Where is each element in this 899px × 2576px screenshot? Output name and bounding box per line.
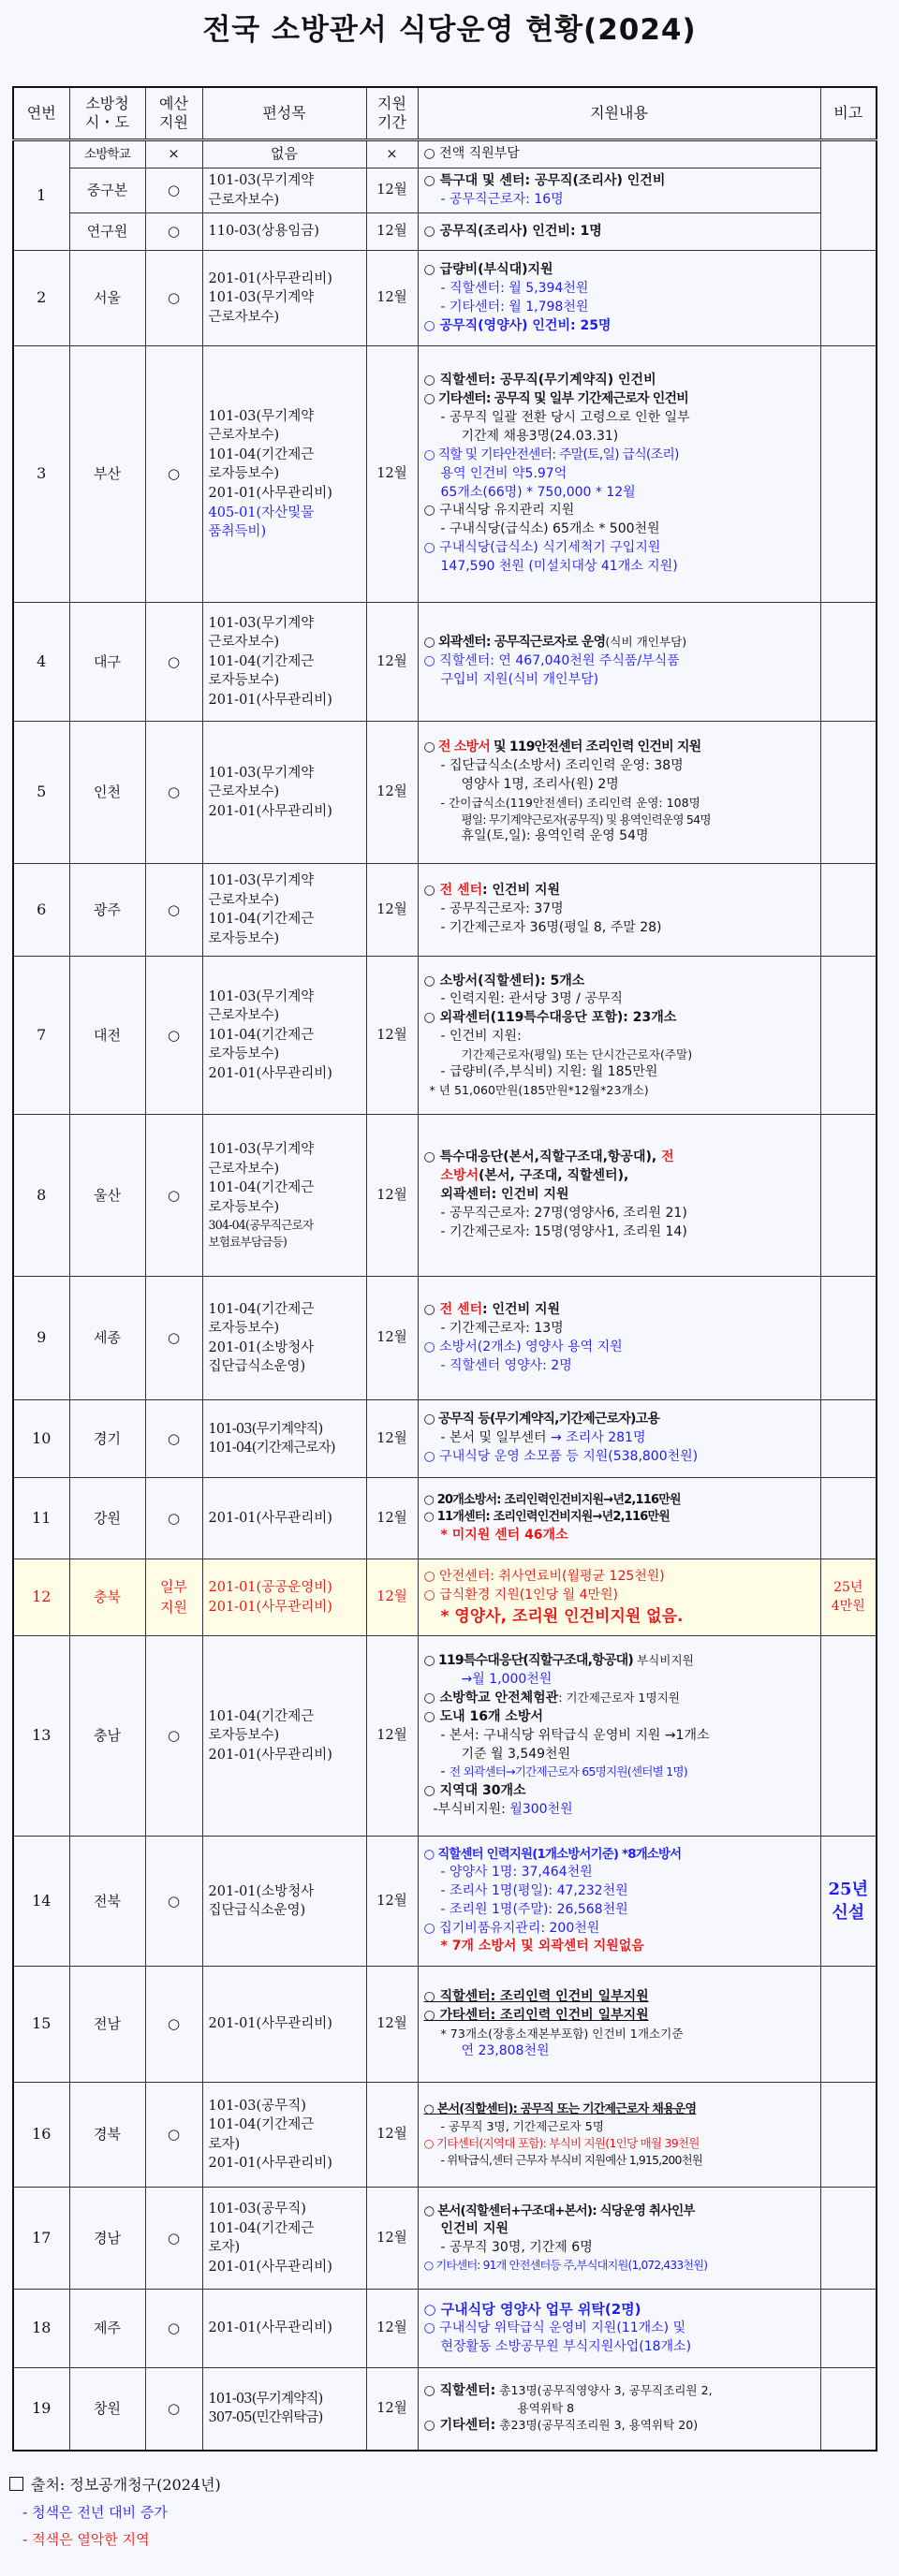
source-note: 출처: 정보공개청구(2024년) — [9, 2471, 221, 2499]
row-budget: 일부 지원 — [145, 1559, 202, 1636]
row-budget: ○ — [145, 2290, 202, 2368]
row-budget: ○ — [145, 346, 202, 603]
row-content: ○ 직할센터: 총13명(공무직영양사 3, 공무직조리원 2, 용역위탁 8 ○ 기타센터: 총23명(공무직조리원 3, 용역위탁 20) — [418, 2368, 820, 2451]
row-note — [820, 251, 877, 346]
row-region: 부산 — [69, 346, 145, 603]
row-budget: ○ — [145, 1837, 202, 1967]
row-budget: ○ — [145, 1400, 202, 1478]
row-region: 경북 — [69, 2083, 145, 2188]
row-region: 서울 — [69, 251, 145, 346]
row-period: 12월 — [366, 1636, 418, 1837]
row-no: 6 — [13, 864, 69, 957]
row-no: 11 — [13, 1478, 69, 1559]
row-content: ○ 특구대 및 센터: 공무직(조리사) 인건비 - 공무직근로자: 16명 — [418, 168, 820, 213]
row-note — [820, 722, 877, 864]
row-period: 12월 — [366, 603, 418, 722]
table-row-highlighted — [13, 1559, 877, 1636]
table-row — [13, 213, 877, 251]
row-region: 전남 — [69, 1967, 145, 2083]
row-content: ○ 급량비(부식대)지원 - 직할센터: 월 5,394천원 - 기타센터: 월 1,798천원 ○ 공무직(영양사) 인건비: 25명 — [418, 251, 820, 346]
row-note — [820, 864, 877, 957]
row-no: 5 — [13, 722, 69, 864]
header-budget: 예산 지원 — [145, 87, 202, 140]
row-budget: ○ — [145, 2083, 202, 2188]
row-period: × — [366, 140, 418, 168]
row-no: 14 — [13, 1837, 69, 1967]
row-period: 12월 — [366, 346, 418, 603]
row-account: 101-03(무기계약직) 307-05(민간위탁금) — [202, 2368, 366, 2451]
row-no: 9 — [13, 1277, 69, 1400]
row-period: 12월 — [366, 1400, 418, 1478]
row-no: 12 — [13, 1559, 69, 1636]
row-no: 4 — [13, 603, 69, 722]
row-period: 12월 — [366, 1277, 418, 1400]
row-region: 대구 — [69, 603, 145, 722]
row-no: 18 — [13, 2290, 69, 2368]
table-row — [13, 1967, 877, 2083]
row-no: 8 — [13, 1115, 69, 1277]
row-account: 101-03(무기계약 근로자보수) 101-04(기간제근 로자등보수) — [202, 864, 366, 957]
row-period: 12월 — [366, 1559, 418, 1636]
header-content: 지원내용 — [418, 87, 820, 140]
row-content: ○ 전액 직원부담 — [418, 140, 820, 168]
fire-station-cafeteria-table — [12, 86, 877, 2452]
row-region: 경기 — [69, 1400, 145, 1478]
table-row — [13, 864, 877, 957]
row-no: 17 — [13, 2188, 69, 2290]
row-region: 전북 — [69, 1837, 145, 1967]
row-region: 세종 — [69, 1277, 145, 1400]
table-row — [13, 2083, 877, 2188]
row-content: ○ 소방서(직할센터): 5개소 - 인력지원: 관서당 3명 / 공무직 ○ 외곽센터(119특수대응단 포함): 23개소 - 인건비 지원: 기간제근로자(평일) 또는 단시간근로자(주말) - 급량비(주,부식비) 지원: 월 185만원 * 년 51,060만원(185만원*12월*23개소) — [418, 957, 820, 1115]
row-note — [820, 957, 877, 1115]
row-content: ○ 20개소방서: 조리인력인건비지원→년2,116만원 ○ 11개센터: 조리인력인건비지원→년2,116만원 * 미지원 센터 46개소 — [418, 1478, 820, 1559]
row-no: 16 — [13, 2083, 69, 2188]
row-account: 101-03(무기계약 근로자보수) 201-01(사무관리비) — [202, 722, 366, 864]
table-header-row — [13, 87, 877, 140]
row-content: ○ 외곽센터: 공무직근로자로 운영(식비 개인부담) ○ 직할센터: 연 467,040천원 주식품/부식품 구입비 지원(식비 개인부담) — [418, 603, 820, 722]
header-note: 비고 — [820, 87, 877, 140]
row-account: 101-03(무기계약 근로자보수) 101-04(기간제근 로자등보수) 304-04(공무직근로자 보험료부담금등) — [202, 1115, 366, 1277]
row-account: 101-03(무기계약직) 101-04(기간제근로자) — [202, 1400, 366, 1478]
row-no: 1 — [13, 140, 69, 251]
table-row — [13, 1277, 877, 1400]
row-note — [820, 1636, 877, 1837]
header-period: 지원 기간 — [366, 87, 418, 140]
table-row — [13, 251, 877, 346]
page-title: 전국 소방관서 식당운영 현황(2024) — [202, 13, 697, 47]
row-content: ○ 공무직 등(무기계약직,기간제근로자)고용 - 본서 및 일부센터 → 조리사 281명 ○ 구내식당 운영 소모품 등 지원(538,800천원) — [418, 1400, 820, 1478]
row-note — [820, 1277, 877, 1400]
row-budget: ○ — [145, 1115, 202, 1277]
table-row — [13, 2368, 877, 2451]
table-row — [13, 722, 877, 864]
row-region: 소방학교 — [69, 140, 145, 168]
row-region: 강원 — [69, 1478, 145, 1559]
row-note — [820, 1967, 877, 2083]
row-period: 12월 — [366, 1837, 418, 1967]
row-account: 101-03(공무직) 101-04(기간제근 로자) 201-01(사무관리비) — [202, 2188, 366, 2290]
table-row — [13, 957, 877, 1115]
row-region: 충남 — [69, 1636, 145, 1837]
row-content: ○ 119특수대응단(직할구조대,항공대) 부식비지원 →월 1,000천원 ○ 소방학교 안전체험관: 기간제근로자 1명지원 ○ 도내 16개 소방서 - 본서: 구내식당 위탁급식 운영비 지원 →1개소 기준 월 3,549천원 - 전 외곽센터→기간제근로자 65명지원(센터별 1명) ○ 지역대 30개소 -부식비지원: 월300천원 — [418, 1636, 820, 1837]
row-budget: ○ — [145, 251, 202, 346]
row-account: 201-01(공공운영비) 201-01(사무관리비) — [202, 1559, 366, 1636]
row-account: 201-01(사무관리비) — [202, 2290, 366, 2368]
row-period: 12월 — [366, 864, 418, 957]
row-note — [820, 140, 877, 251]
row-content: ○ 공무직(조리사) 인건비: 1명 — [418, 213, 820, 251]
table-row — [13, 1400, 877, 1478]
row-period: 12월 — [366, 957, 418, 1115]
row-note — [820, 603, 877, 722]
row-content: ○ 본서(직할센터+구조대+본서): 식당운영 취사인부 인건비 지원 - 공무직 30명, 기간제 6명 ○ 기타센터: 91개 안전센터등 주,부식대지원(1,072,433천원) — [418, 2188, 820, 2290]
row-account: 201-01(사무관리비) — [202, 1478, 366, 1559]
row-content: ○ 직할센터 인력지원(1개소방서기준) *8개소방서 - 양양사 1명: 37,464천원 - 조리사 1명(평일): 47,232천원 - 조리원 1명(주말): 26,568천원 ○ 집기비품유지관리: 200천원 * 7개 소방서 및 외곽센터 지원없음 — [418, 1837, 820, 1967]
row-account: 110-03(상용임금) — [202, 213, 366, 251]
row-period: 12월 — [366, 213, 418, 251]
row-content: ○ 전 센터: 인건비 지원 - 공무직근로자: 37명 - 기간제근로자 36명(평일 8, 주말 28) — [418, 864, 820, 957]
checkbox-square-icon — [9, 2477, 23, 2491]
footer-notes — [9, 2471, 221, 2553]
row-no: 13 — [13, 1636, 69, 1837]
row-budget: ○ — [145, 1277, 202, 1400]
header-account: 편성목 — [202, 87, 366, 140]
row-no: 7 — [13, 957, 69, 1115]
row-no: 19 — [13, 2368, 69, 2451]
row-account: 201-01(사무관리비) — [202, 1967, 366, 2083]
row-period: 12월 — [366, 1478, 418, 1559]
row-period: 12월 — [366, 1967, 418, 2083]
row-account: 101-03(무기계약 근로자보수) 101-04(기간제근 로자등보수) 201-01(사무관리비) — [202, 957, 366, 1115]
legend-blue: - 청색은 전년 대비 증가 — [22, 2504, 168, 2522]
row-account: 101-03(무기계약 근로자보수) 101-04(기간제근 로자등보수) 201-01(사무관리비) 405-01(자산및물 품취득비) — [202, 346, 366, 603]
row-no: 3 — [13, 346, 69, 603]
row-region: 제주 — [69, 2290, 145, 2368]
row-account: 101-03(무기계약 근로자보수) — [202, 168, 366, 213]
row-budget: ○ — [145, 957, 202, 1115]
row-note — [820, 346, 877, 603]
table-row — [13, 1636, 877, 1837]
row-note: 25년 4만원 — [820, 1559, 877, 1636]
row-content: ○ 안전센터: 취사연료비(월평균 125천원) ○ 급식환경 지원(1인당 월 4만원) * 영양사, 조리원 인건비지원 없음. — [418, 1559, 820, 1636]
row-period: 12월 — [366, 2083, 418, 2188]
row-note: 25년 신설 — [820, 1837, 877, 1967]
row-budget: ○ — [145, 1967, 202, 2083]
row-account: 201-01(사무관리비) 101-03(무기계약 근로자보수) — [202, 251, 366, 346]
table-row — [13, 2188, 877, 2290]
row-note — [820, 1115, 877, 1277]
row-note — [820, 1400, 877, 1478]
row-budget: ○ — [145, 603, 202, 722]
row-no: 10 — [13, 1400, 69, 1478]
row-region: 울산 — [69, 1115, 145, 1277]
row-region: 중구본 — [69, 168, 145, 213]
row-content: ○ 직할센터: 공무직(무기계약직) 인건비 ○ 기타센터: 공무직 및 일부 기간제근로자 인건비 - 공무직 일괄 전환 당시 고령으로 인한 일부 기간제 채용3명(24.03.31) ○ 직할 및 기타안전센터: 주말(토,일) 급식(조리) 용역 인건비 약5.97억 65개소(66명) * 750,000 * 12월 ○ 구내식당 유지관리 지원 - 구내식당(급식소) 65개소 * 500천원 ○ 구내식당(급식소) 식기세척기 구입지원 147,590 천원 (미설치대상 41개소 지원) — [418, 346, 820, 603]
row-content: ○ 전 센터: 인건비 지원 - 기간제근로자: 13명 ○ 소방서(2개소) 영양사 용역 지원 - 직할센터 영양사: 2명 — [418, 1277, 820, 1400]
row-note — [820, 2188, 877, 2290]
table-row — [13, 140, 877, 168]
row-note — [820, 2083, 877, 2188]
row-region: 연구원 — [69, 213, 145, 251]
row-period: 12월 — [366, 2188, 418, 2290]
row-budget: ○ — [145, 722, 202, 864]
row-content: ○ 구내식당 영양사 업무 위탁(2명) ○ 구내식당 위탁급식 운영비 지원(11개소) 및 현장활동 소방공무원 부식지원사업(18개소) — [418, 2290, 820, 2368]
row-content: ○ 직할센터: 조리인력 인건비 일부지원 ○ 가타센터: 조리인력 인건비 일부지원 * 73개소(장흥소재본부포함) 인건비 1개소기준 연 23,808천원 — [418, 1967, 820, 2083]
row-region: 창원 — [69, 2368, 145, 2451]
row-note — [820, 2290, 877, 2368]
row-content: ○ 본서(직할센터): 공무직 또는 기간제근로자 채용운영 - 공무직 3명, 기간제근로자 5명 ○ 기타센터(지역대 포함): 부식비 지원(1인당 매월 39천원 - 위탁급식,센터 근무자 부식비 지원예산 1,915,200천원 — [418, 2083, 820, 2188]
table-row — [13, 1837, 877, 1967]
row-period: 12월 — [366, 168, 418, 213]
row-period: 12월 — [366, 1115, 418, 1277]
table-row — [13, 168, 877, 213]
row-no: 15 — [13, 1967, 69, 2083]
row-account: 101-03(무기계약 근로자보수) 101-04(기간제근 로자등보수) 201-01(사무관리비) — [202, 603, 366, 722]
row-budget: ○ — [145, 2368, 202, 2451]
row-period: 12월 — [366, 251, 418, 346]
table-row — [13, 346, 877, 603]
row-period: 12월 — [366, 2290, 418, 2368]
row-budget: ○ — [145, 213, 202, 251]
row-period: 12월 — [366, 722, 418, 864]
row-account: 201-01(소방청사 집단급식소운영) — [202, 1837, 366, 1967]
row-budget: ○ — [145, 1478, 202, 1559]
row-account: 없음 — [202, 140, 366, 168]
header-no: 연번 — [13, 87, 69, 140]
legend-red: - 적색은 열악한 지역 — [22, 2530, 150, 2548]
row-note — [820, 2368, 877, 2451]
row-region: 인천 — [69, 722, 145, 864]
row-region: 충북 — [69, 1559, 145, 1636]
row-account: 101-03(공무직) 101-04(기간제근 로자) 201-01(사무관리비) — [202, 2083, 366, 2188]
row-account: 101-04(기간제근 로자등보수) 201-01(소방청사 집단급식소운영) — [202, 1277, 366, 1400]
header-region: 소방청 시・도 — [69, 87, 145, 140]
row-budget: ○ — [145, 2188, 202, 2290]
row-region: 광주 — [69, 864, 145, 957]
row-region: 대전 — [69, 957, 145, 1115]
row-budget: × — [145, 140, 202, 168]
row-budget: ○ — [145, 864, 202, 957]
table-row — [13, 1115, 877, 1277]
row-no: 2 — [13, 251, 69, 346]
row-period: 12월 — [366, 2368, 418, 2451]
table-row — [13, 2290, 877, 2368]
row-note — [820, 1478, 877, 1559]
row-content: ○ 특수대응단(본서,직할구조대,항공대), 전 소방서(본서, 구조대, 직할센터), 외곽센터: 인건비 지원 - 공무직근로자: 27명(영양사6, 조리원 21) - 기간제근로자: 15명(영양사1, 조리원 14) — [418, 1115, 820, 1277]
row-account: 101-04(기간제근 로자등보수) 201-01(사무관리비) — [202, 1636, 366, 1837]
row-budget: ○ — [145, 1636, 202, 1837]
row-budget: ○ — [145, 168, 202, 213]
row-content: ○ 전 소방서 및 119안전센터 조리인력 인건비 지원 - 집단급식소(소방서) 조리인력 운영: 38명 영양사 1명, 조리사(원) 2명 - 간이급식소(119안전센터) 조리인력 운영: 108명 평일: 무기계약근로자(공무직) 및 용역인력운영 54명 휴일(토,일): 용역인력 운영 54명 — [418, 722, 820, 864]
table-row — [13, 603, 877, 722]
table-row — [13, 1478, 877, 1559]
row-region: 경남 — [69, 2188, 145, 2290]
